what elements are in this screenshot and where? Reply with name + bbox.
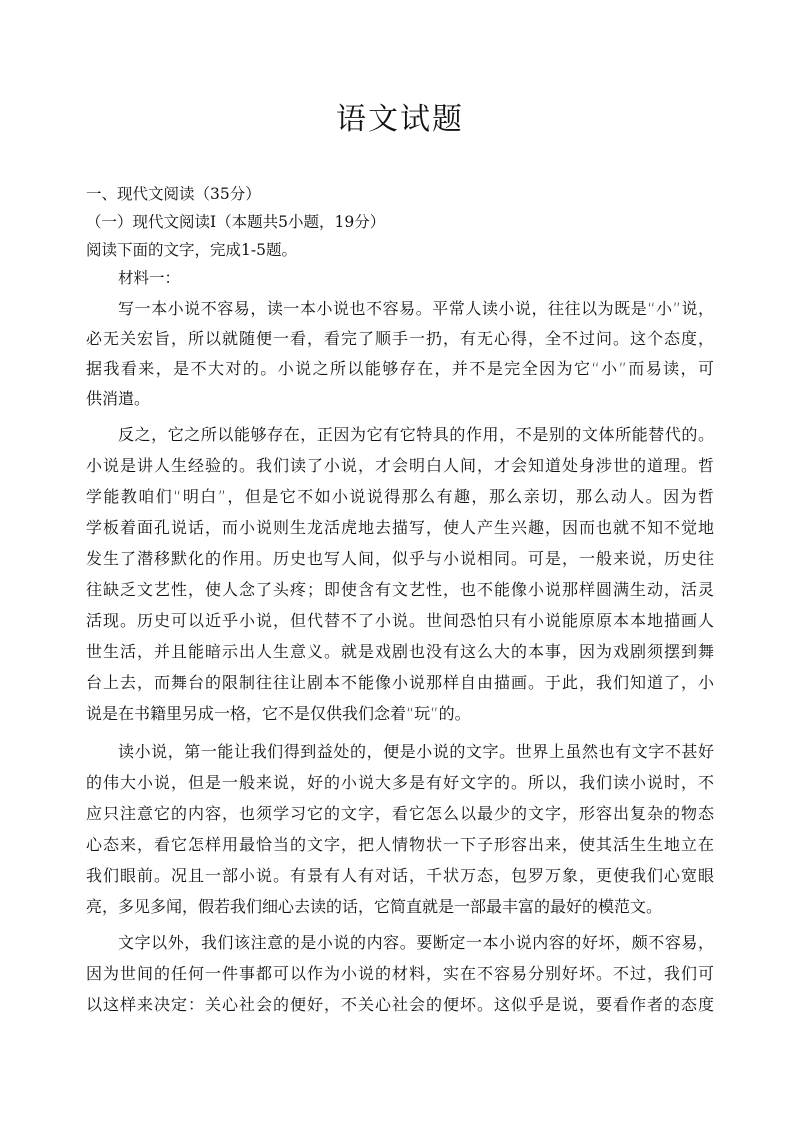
paragraph-line: 写一本小说不容易，读一本小说也不容易。平常人读小说，往往以为既是“小”说，: [118, 299, 714, 318]
subsection-heading: （一）现代文阅读Ⅰ（本题共5小题，19分）: [86, 213, 386, 231]
paragraph-line: 小说是讲人生经验的。我们读了小说，才会明白人间，才会知道处身涉世的道理。哲: [86, 456, 714, 475]
page-title: 语文试题: [336, 102, 464, 137]
reading-instruction: 阅读下面的文字，完成1-5题。: [86, 241, 297, 259]
paragraph-line: 反之，它之所以能够存在，正因为它有它特具的作用，不是别的文体所能替代的。: [118, 425, 714, 444]
paragraph-line: 以这样来决定：关心社会的便好，不关心社会的便坏。这似乎是说，要看作者的态度: [86, 995, 714, 1014]
paragraph-line: 据我看来，是不大对的。小说之所以能够存在，并不是完全因为它“小”而易读，可: [86, 359, 714, 378]
paragraph-line: 亮，多见多闻，假若我们细心去读的话，它简直就是一部最丰富的最好的模范文。: [86, 897, 663, 916]
paragraph-line: 因为世间的任何一件事都可以作为小说的材料，实在不容易分别好坏。不过，我们可: [86, 964, 714, 983]
paragraph-line: 发生了潜移默化的作用。历史也写人间，似乎与小说相同。可是，一般来说，历史往: [86, 549, 714, 568]
paragraph-line: 活现。历史可以近乎小说，但代替不了小说。世间恐怕只有小说能原原本本地描画人: [86, 611, 714, 630]
paragraph-line: 我们眼前。况且一部小说。有景有人有对话，千状万态，包罗万象，更使我们心宽眼: [86, 866, 714, 885]
paragraph-line: 必无关宏旨，所以就随便一看，看完了顺手一扔，有无心得，全不过问。这个态度，: [86, 329, 714, 348]
paragraph-line: 学能教咱们“明白”，但是它不如小说说得那么有趣，那么亲切，那么动人。因为哲: [86, 487, 714, 506]
paragraph-line: 学板着面孔说话，而小说则生龙活虎地去描写，使人产生兴趣，因而也就不知不觉地: [86, 518, 714, 537]
paragraph-line: 读小说，第一能让我们得到益处的，便是小说的文字。世界上虽然也有文字不甚好: [118, 742, 714, 761]
paragraph-line: 供消遣。: [86, 389, 151, 408]
paragraph-line: 心态来，看它怎样用最恰当的文字，把人情物状一下子形容出来，使其活生生地立在: [86, 835, 714, 854]
paragraph-line: 文字以外，我们该注意的是小说的内容。要断定一本小说内容的好坏，颇不容易，: [118, 933, 714, 952]
paragraph-line: 应只注意它的内容，也须学习它的文字，看它怎么以最少的文字，形容出复杂的物态: [86, 804, 714, 823]
paragraph-line: 的伟大小说，但是一般来说，好的小说大多是有好文字的。所以，我们读小说时，不: [86, 773, 714, 792]
paragraph-line: 说是在书籍里另成一格，它不是仅供我们念着“玩”的。: [86, 704, 471, 723]
section-heading: 一、现代文阅读（35分）: [86, 185, 261, 203]
paragraph-line: 世生活，并且能暗示出人生意义。就是戏剧也没有这么大的本事，因为戏剧须摆到舞: [86, 642, 714, 661]
paragraph-line: 往缺乏文艺性，使人念了头疼；即使含有文艺性，也不能像小说那样圆满生动，活灵: [86, 580, 714, 599]
paragraph-line: 台上去，而舞台的限制往往让剧本不能像小说那样自由描画。于此，我们知道了，小: [86, 673, 714, 692]
material-label: 材料一：: [118, 269, 181, 287]
